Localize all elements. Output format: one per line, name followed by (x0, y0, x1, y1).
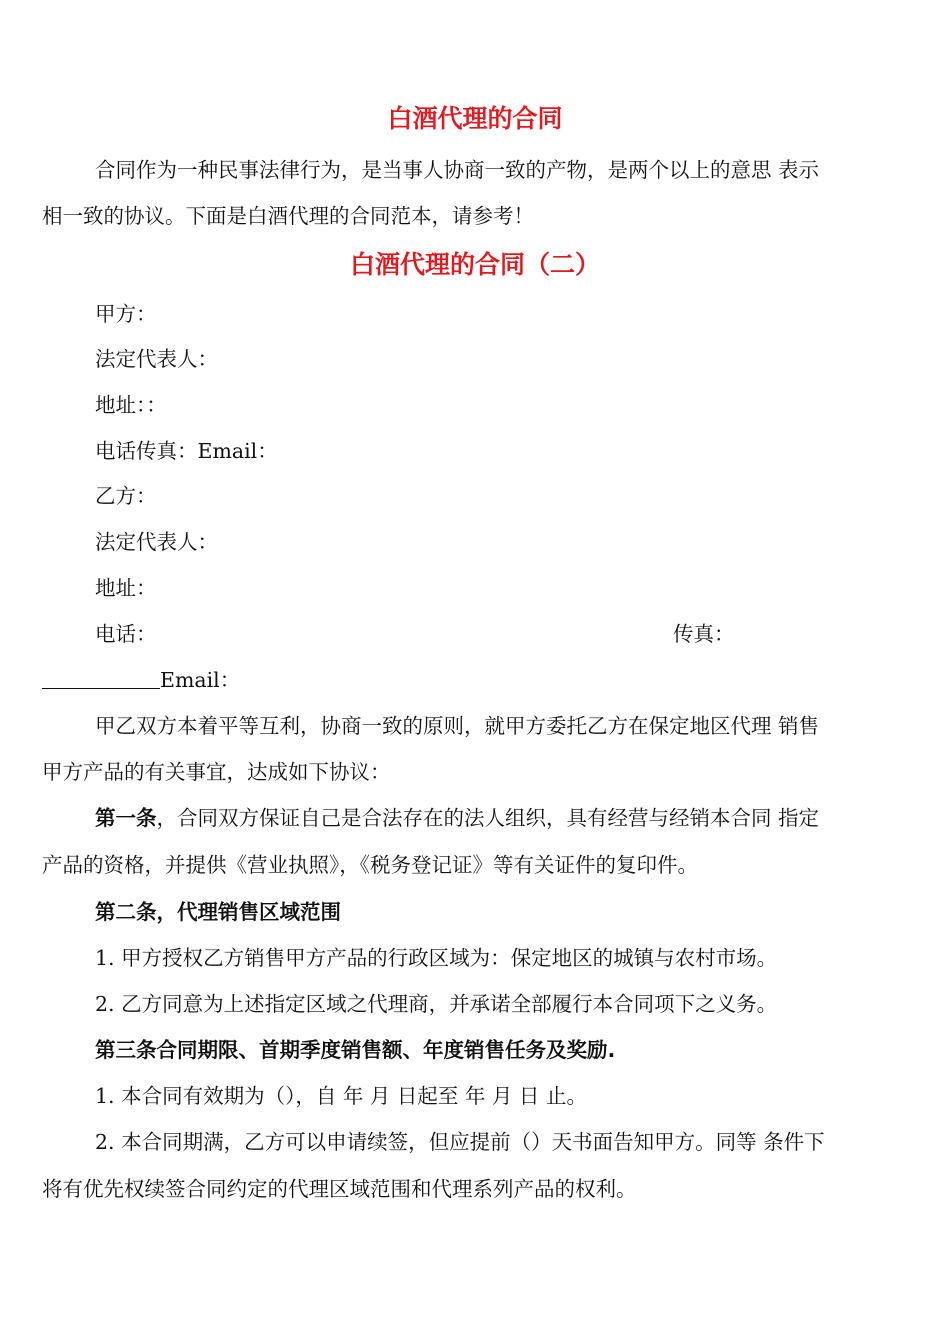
article-1-text: ，合同双方保证自己是合法存在的法人组织，具有经营与经销本合同 指定 (156, 806, 820, 830)
preamble-line-2: 甲方产品的有关事宜，达成如下协议： (42, 760, 391, 784)
article-1-label: 第一条 (95, 806, 157, 830)
document-title: 白酒代理的合同 (387, 104, 563, 133)
party-b-phone: 电话： (95, 622, 157, 646)
intro-line-1: 合同作为一种民事法律行为，是当事人协商一致的产物，是两个以上的意思 表示 (95, 158, 820, 182)
party-b-email-row (42, 667, 240, 693)
party-a-contact: 电话传真：Email： (95, 439, 278, 463)
party-b-representative: 法定代表人： (95, 530, 218, 554)
section-title: 白酒代理的合同（二） (349, 250, 600, 279)
article-3-heading: 第三条合同期限、首期季度销售额、年度销售任务及奖励. (95, 1038, 616, 1062)
party-b-fax: 传真： (673, 622, 735, 646)
article-2-item-2: 2. 乙方同意为上述指定区域之代理商，并承诺全部履行本合同项下之义务。 (95, 992, 778, 1016)
party-b-name: 乙方： (95, 484, 157, 508)
party-a-address: 地址：： (95, 393, 167, 417)
article-3-item-2-line-1: 2. 本合同期满，乙方可以申请续签，但应提前（）天书面告知甲方。同等 条件下 (95, 1130, 825, 1154)
article-3-item-1: 1. 本合同有效期为（），自 年 月 日起至 年 月 日 止。 (95, 1084, 587, 1108)
party-a-representative: 法定代表人： (95, 347, 218, 371)
party-b-address: 地址： (95, 576, 157, 600)
article-3-item-2-line-2: 将有优先权续签合同约定的代理区域范围和代理系列产品的权利。 (42, 1177, 637, 1201)
article-2-item-1: 1. 甲方授权乙方销售甲方产品的行政区域为：保定地区的城镇与农村市场。 (95, 946, 778, 970)
intro-line-2: 相一致的协议。下面是白酒代理的合同范本，请参考！ (42, 204, 534, 228)
party-a-name: 甲方： (95, 302, 157, 326)
article-2-heading: 第二条，代理销售区域范围 (95, 900, 341, 924)
party-b-email: Email： (160, 668, 241, 692)
preamble-line-1: 甲乙双方本着平等互利，协商一致的原则，就甲方委托乙方在保定地区代理 销售 (95, 714, 820, 738)
article-1-line-2: 产品的资格，并提供《营业执照》，《税务登记证》等有关证件的复印件。 (42, 853, 698, 877)
blank-underline (42, 670, 160, 689)
article-1-line-1 (95, 805, 819, 831)
